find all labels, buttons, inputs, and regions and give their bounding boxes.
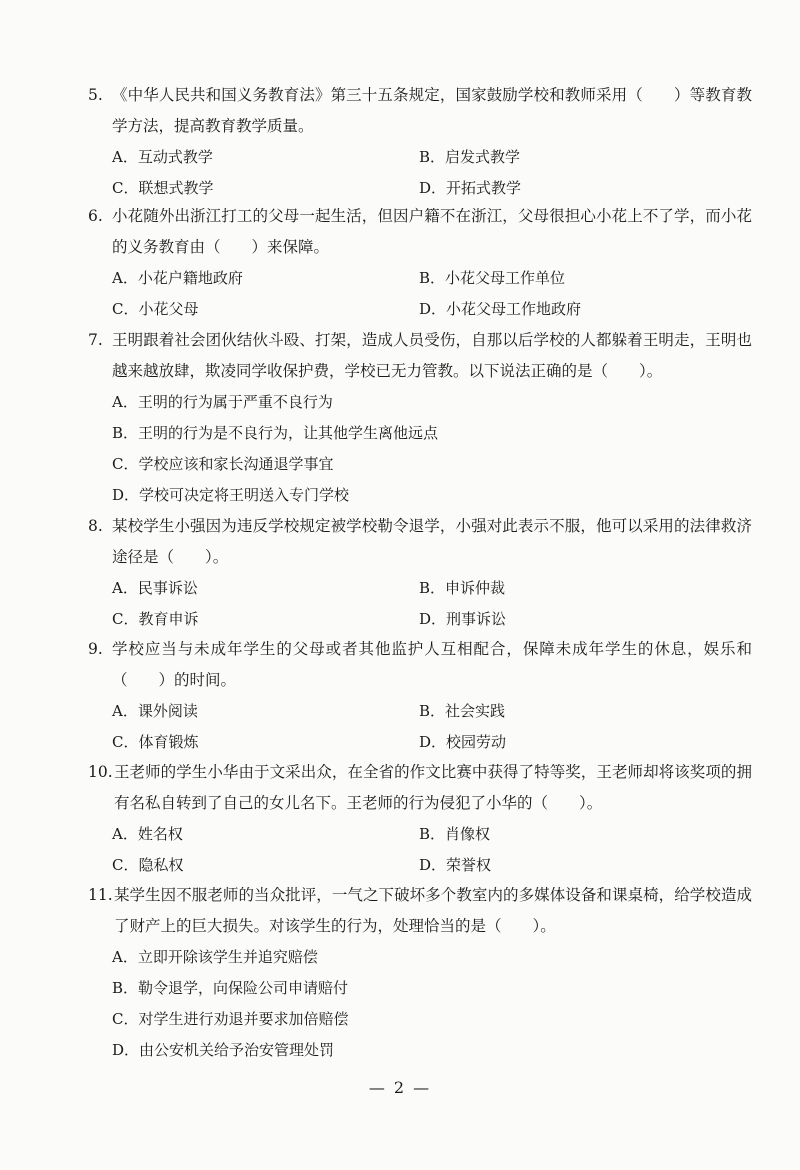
question-number: 11. xyxy=(88,886,113,904)
options xyxy=(88,819,752,881)
question-number: 6. xyxy=(88,207,103,225)
question-number: 9. xyxy=(88,640,103,658)
option-b: B．小花父母工作单位 xyxy=(419,269,566,287)
option-c: C．隐私权 xyxy=(112,856,184,874)
option-c: C．学校应该和家长沟通退学事宜 xyxy=(112,455,334,473)
question-stem xyxy=(88,880,752,942)
question-5 xyxy=(88,80,752,204)
question-text: 学校应当与未成年学生的父母或者其他监护人互相配合，保障未成年学生的休息，娱乐和（ ）的时间。 xyxy=(112,640,752,689)
option-d: D．小花父母工作地政府 xyxy=(419,300,582,318)
option-a: A．课外阅读 xyxy=(112,702,198,720)
option-b: B．勒令退学，向保险公司申请赔付 xyxy=(112,979,349,997)
option-d: D．校园劳动 xyxy=(419,733,507,751)
option-a: A．民事诉讼 xyxy=(112,579,198,597)
question-number: 10. xyxy=(88,763,113,781)
question-stem xyxy=(88,634,752,696)
option-b: B．王明的行为是不良行为，让其他学生离他远点 xyxy=(112,424,439,442)
option-a: A．立即开除该学生并追究赔偿 xyxy=(112,948,318,966)
option-d: D．刑事诉讼 xyxy=(419,610,507,628)
option-d: D．开拓式教学 xyxy=(419,179,522,197)
question-stem xyxy=(88,201,752,263)
question-8 xyxy=(88,511,752,635)
options xyxy=(88,696,752,758)
option-c: C．教育申诉 xyxy=(112,610,199,628)
question-stem xyxy=(88,511,752,573)
question-text: 小花随外出浙江打工的父母一起生活，但因户籍不在浙江，父母很担心小花上不了学，而小花的义务教育由（ ）来保障。 xyxy=(112,207,752,256)
question-stem xyxy=(88,757,752,819)
question-number: 7. xyxy=(88,331,103,349)
options xyxy=(88,142,752,204)
question-stem xyxy=(88,80,752,142)
question-10 xyxy=(88,757,752,881)
option-c: C．联想式教学 xyxy=(112,179,214,197)
question-11 xyxy=(88,880,752,1066)
options xyxy=(88,942,752,1066)
options xyxy=(88,387,752,511)
question-text: 某学生因不服老师的当众批评，一气之下破坏多个教室内的多媒体设备和课桌椅，给学校造成了财产上的巨大损失。对该学生的行为，处理恰当的是（ ）。 xyxy=(114,886,752,935)
option-a: A．小花户籍地政府 xyxy=(112,269,243,287)
question-6 xyxy=(88,201,752,325)
question-stem xyxy=(88,325,752,387)
option-c: C．体育锻炼 xyxy=(112,733,199,751)
option-c: C．对学生进行劝退并要求加倍赔偿 xyxy=(112,1010,349,1028)
option-b: B．社会实践 xyxy=(419,702,506,720)
question-number: 8. xyxy=(88,517,103,535)
option-d: D．学校可决定将王明送入专门学校 xyxy=(112,486,350,504)
page-number: — 2 — xyxy=(368,1078,432,1097)
option-d: D．由公安机关给予治安管理处罚 xyxy=(112,1041,335,1059)
question-number: 5. xyxy=(88,86,103,104)
options xyxy=(88,263,752,325)
option-c: C．小花父母 xyxy=(112,300,199,318)
question-text: 《中华人民共和国义务教育法》第三十五条规定，国家鼓励学校和教师采用（ ）等教育教学方法，提高教育教学质量。 xyxy=(112,86,752,135)
option-d: D．荣誉权 xyxy=(419,856,492,874)
question-9 xyxy=(88,634,752,758)
option-b: B．肖像权 xyxy=(419,825,491,843)
question-text: 王老师的学生小华由于文采出众，在全省的作文比赛中获得了特等奖，王老师却将该奖项的拥有名私自转到了自己的女儿名下。王老师的行为侵犯了小华的（ ）。 xyxy=(114,763,752,812)
option-b: B．启发式教学 xyxy=(419,148,521,166)
option-a: A．王明的行为属于严重不良行为 xyxy=(112,393,333,411)
options xyxy=(88,573,752,635)
question-text: 某校学生小强因为违反学校规定被学校勒令退学，小强对此表示不服，他可以采用的法律救济途径是（ ）。 xyxy=(112,517,752,566)
question-text: 王明跟着社会团伙结伙斗殴、打架，造成人员受伤，自那以后学校的人都躲着王明走，王明也越来越放肆，欺凌同学收保护费，学校已无力管教。以下说法正确的是（ ）。 xyxy=(112,331,752,380)
option-a: A．姓名权 xyxy=(112,825,183,843)
question-7 xyxy=(88,325,752,511)
option-a: A．互动式教学 xyxy=(112,148,213,166)
option-b: B．申诉仲裁 xyxy=(419,579,506,597)
